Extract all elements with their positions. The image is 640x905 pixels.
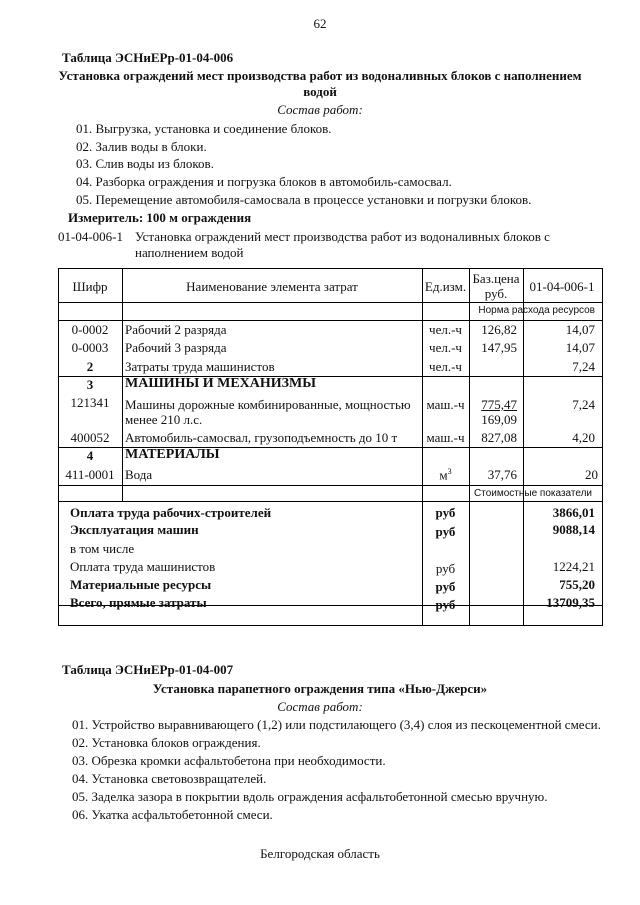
row-unit: чел.-ч — [429, 359, 462, 374]
section-code: 4 — [86, 448, 94, 463]
row-name: Рабочий 2 разряда — [125, 322, 227, 337]
row-price-line1: 775,47 — [481, 397, 517, 412]
row-value: 7,24 — [572, 397, 595, 412]
table1-measure: Измеритель: 100 м ограждения — [68, 210, 252, 225]
total-name: в том числе — [70, 541, 135, 556]
total-name: Материальные ресурсы — [70, 577, 212, 592]
row-unit: маш.-ч — [426, 397, 465, 412]
total-value: 9088,14 — [552, 522, 595, 537]
table1-work-item: 01. Выгрузка, установка и соединение блоков. — [76, 121, 332, 136]
unit-text: м — [439, 467, 448, 483]
total-unit: руб — [435, 561, 456, 576]
table1-work-item: 05. Перемещение автомобиля-самосвала в процессе установки и погрузки блоков. — [76, 192, 532, 207]
row-unit: маш.-ч — [426, 430, 465, 445]
row-name: Автомобиль-самосвал, грузоподъемность до 10 т — [125, 430, 398, 445]
row-unit: чел.-ч — [429, 322, 462, 337]
row-name-line2: менее 210 л.с. — [125, 412, 203, 427]
cost-label: Стоимостные показатели — [474, 488, 592, 499]
header-price-line1: Баз.цена — [472, 271, 520, 286]
total-name: Оплата труда рабочих-строителей — [70, 505, 272, 520]
row-unit — [422, 467, 469, 483]
header-price-line2: руб. — [484, 286, 508, 301]
row-value: 14,07 — [565, 340, 595, 355]
total-name: Всего, прямые затраты — [70, 595, 207, 610]
table1-work-item: 04. Разборка ограждения и погрузка блоков в автомобиль-самосвал. — [76, 174, 452, 189]
table2-work-item: 05. Заделка зазора в покрытии вдоль ограждения асфальтобетонной смесью вручную. — [72, 789, 548, 804]
row-price-line2: 169,09 — [481, 412, 517, 427]
norm-label: Норма расхода ресурсов — [478, 305, 595, 316]
table1-code: 01-04-006-1 — [58, 229, 123, 244]
row-code: 2 — [86, 359, 94, 374]
table2-work-item: 06. Укатка асфальтобетонной смеси. — [72, 807, 273, 822]
section-title: МАШИНЫ И МЕХАНИЗМЫ — [125, 376, 317, 391]
row-unit: чел.-ч — [429, 340, 462, 355]
table2-title: Таблица ЭСНиЕРр-01-04-007 — [62, 662, 234, 677]
total-value: 755,20 — [559, 577, 595, 592]
total-name: Оплата труда машинистов — [70, 559, 216, 574]
section-code: 3 — [86, 377, 94, 392]
header-code: Шифр — [72, 279, 108, 294]
row-value: 7,24 — [572, 359, 595, 374]
row-name: Затраты труда машинистов — [125, 359, 275, 374]
row-value: 14,07 — [565, 322, 595, 337]
row-code: 400052 — [70, 430, 110, 445]
table1-work-item: 03. Слив воды из блоков. — [76, 156, 214, 171]
total-unit: руб — [435, 579, 456, 594]
table1-composition-label: Состав работ: — [277, 102, 363, 117]
row-price: 37,76 — [487, 467, 517, 482]
header-unit: Ед.изм. — [424, 279, 467, 294]
row-name-line1: Машины дорожные комбинированные, мощностью — [125, 397, 411, 412]
total-unit: руб — [435, 505, 456, 520]
table1-code-desc-line1: Установка ограждений мест производства работ из водоналивных блоков с — [135, 229, 550, 244]
row-name: Рабочий 3 разряда — [125, 340, 227, 355]
table2-composition-label: Состав работ: — [277, 699, 363, 714]
total-value: 3866,01 — [552, 505, 595, 520]
row-price: 827,08 — [481, 430, 517, 445]
page-number: 62 — [313, 16, 327, 31]
table2-work-item: 02. Установка блоков ограждения. — [72, 735, 261, 750]
total-unit: руб — [435, 524, 456, 539]
row-value: 20 — [585, 467, 598, 482]
total-value: 1224,21 — [552, 559, 595, 574]
row-price: 126,82 — [481, 322, 517, 337]
table1-heading-line2: водой — [303, 84, 337, 99]
row-price: 147,95 — [481, 340, 517, 355]
row-code: 0-0002 — [71, 322, 109, 337]
table1-title: Таблица ЭСНиЕРр-01-04-006 — [62, 50, 234, 65]
footer-region: Белгородская область — [260, 846, 380, 861]
unit-superscript: 3 — [447, 467, 452, 476]
row-value: 4,20 — [572, 430, 595, 445]
table2-work-item: 04. Установка световозвращателей. — [72, 771, 267, 786]
header-name: Наименование элемента затрат — [186, 279, 358, 294]
row-code: 411-0001 — [65, 467, 115, 482]
total-value: 13709,35 — [546, 595, 595, 610]
total-name: Эксплуатация машин — [70, 522, 199, 537]
table2-work-item: 01. Устройство выравнивающего (1,2) или подстилающего (3,4) слоя из пескоцементной смеси. — [72, 717, 601, 732]
table1-code-desc-line2: наполнением водой — [135, 245, 244, 260]
section-title: МАТЕРИАЛЫ — [125, 447, 220, 462]
row-name: Вода — [125, 467, 153, 482]
row-code: 121341 — [70, 395, 110, 410]
table2-heading: Установка парапетного ограждения типа «Нью-Джерси» — [152, 681, 488, 696]
table1-heading-line1: Установка ограждений мест производства работ из водоналивных блоков с наполнением — [58, 68, 582, 83]
table2-work-item: 03. Обрезка кромки асфальтобетона при необходимости. — [72, 753, 386, 768]
row-code: 0-0003 — [71, 340, 109, 355]
total-unit: руб — [435, 597, 456, 612]
table1-work-item: 02. Залив воды в блоки. — [76, 139, 207, 154]
header-column: 01-04-006-1 — [529, 279, 595, 294]
